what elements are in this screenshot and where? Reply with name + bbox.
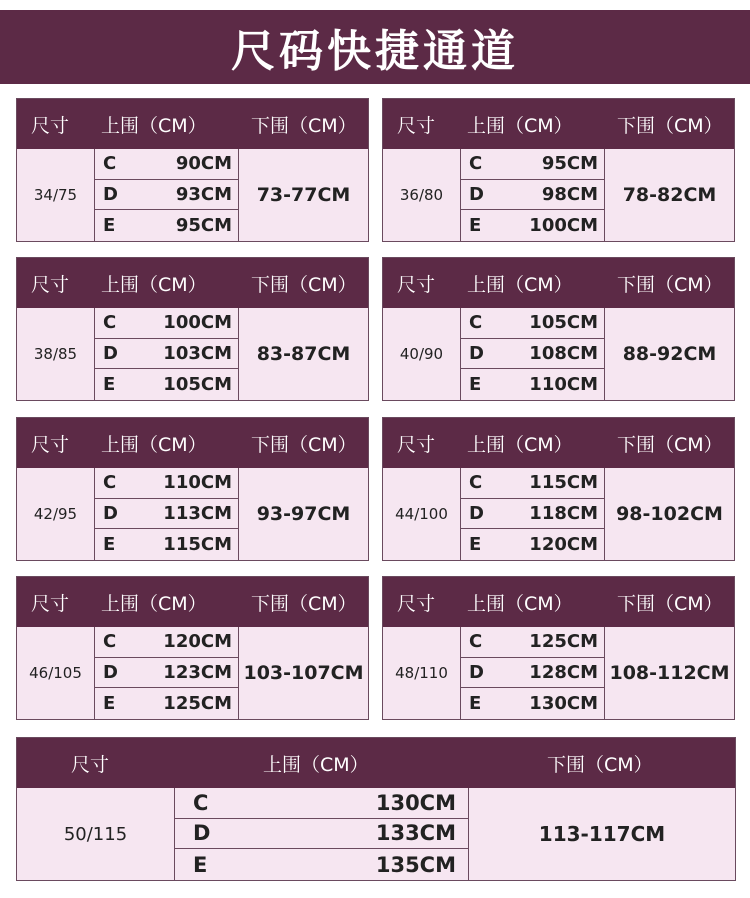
- header-size-label: 尺寸: [31, 433, 70, 456]
- cup-letter: D: [103, 342, 118, 364]
- underbust-value: 113-117CM: [538, 822, 666, 846]
- bust-value: 113CM: [163, 502, 232, 524]
- size-value: 48/110: [383, 627, 461, 719]
- cup-list: [95, 308, 239, 400]
- size-card: [16, 737, 736, 881]
- header-under-label: 下围（CM）: [251, 114, 357, 137]
- bust-value: 133CM: [375, 821, 456, 846]
- cup-letter: C: [469, 312, 483, 334]
- header-under-label: 下围（CM）: [617, 433, 723, 456]
- card-body: [383, 627, 734, 719]
- cup-letter: C: [469, 153, 483, 175]
- header-under-label: 下围（CM）: [251, 433, 357, 456]
- bust-value: 115CM: [163, 534, 232, 556]
- bust-value: 90CM: [175, 153, 232, 175]
- underbust-value: 103-107CM: [243, 662, 364, 684]
- header-size-label: 尺寸: [397, 273, 436, 296]
- size-card: [382, 576, 735, 720]
- cup-letter: E: [469, 374, 482, 396]
- cup-row: [461, 658, 604, 689]
- cup-letter: D: [469, 342, 484, 364]
- bust-value: 108CM: [529, 342, 598, 364]
- card-header: [17, 99, 368, 149]
- size-value: 44/100: [383, 468, 461, 560]
- cup-row: [95, 529, 238, 560]
- bust-value: 125CM: [529, 631, 598, 653]
- size-value: 46/105: [17, 627, 95, 719]
- card-body: [17, 149, 368, 241]
- cup-letter: C: [103, 312, 117, 334]
- card-body: [17, 308, 368, 400]
- underbust-value: 78-82CM: [622, 184, 717, 206]
- cup-list: [461, 149, 605, 241]
- bust-value: 103CM: [163, 342, 232, 364]
- underbust-value: 108-112CM: [609, 662, 730, 684]
- size-card: [16, 576, 369, 720]
- cup-row: [175, 819, 468, 850]
- card-body: [383, 149, 734, 241]
- cup-letter: D: [469, 183, 484, 205]
- card-header: [383, 577, 734, 627]
- cup-letter: D: [103, 183, 118, 205]
- cup-letter: D: [103, 502, 118, 524]
- cup-row: [95, 210, 238, 241]
- size-value: 36/80: [383, 149, 461, 241]
- underbust-value: 73-77CM: [256, 184, 351, 206]
- header-under-label: 下围（CM）: [251, 273, 357, 296]
- card-header: [17, 577, 368, 627]
- header-size-label: 尺寸: [31, 592, 70, 615]
- size-card: [382, 417, 735, 561]
- card-body: [17, 468, 368, 560]
- header-bust-label: 上围（CM）: [467, 273, 573, 296]
- cup-list: [461, 627, 605, 719]
- cup-row: [461, 149, 604, 180]
- bust-value: 120CM: [529, 534, 598, 556]
- bust-value: 110CM: [529, 374, 598, 396]
- bust-value: 125CM: [163, 693, 232, 715]
- size-value: 42/95: [17, 468, 95, 560]
- cup-row: [461, 210, 604, 241]
- bust-value: 105CM: [163, 374, 232, 396]
- card-header: [383, 418, 734, 468]
- header-size-label: 尺寸: [31, 114, 70, 137]
- bust-value: 128CM: [529, 661, 598, 683]
- header-under-label: 下围（CM）: [617, 114, 723, 137]
- cup-letter: C: [103, 472, 117, 494]
- cup-row: [95, 339, 238, 370]
- bust-value: 95CM: [541, 153, 598, 175]
- cup-row: [461, 499, 604, 530]
- bust-value: 100CM: [529, 215, 598, 237]
- cup-row: [461, 339, 604, 370]
- cup-row: [95, 308, 238, 339]
- bust-value: 123CM: [163, 661, 232, 683]
- header-bust-label: 上围（CM）: [263, 753, 369, 776]
- cup-letter: E: [469, 215, 482, 237]
- cup-row: [461, 468, 604, 499]
- title-banner: [0, 10, 750, 84]
- bust-value: 105CM: [529, 312, 598, 334]
- underbust-value: 98-102CM: [616, 503, 723, 525]
- cup-row: [95, 658, 238, 689]
- bust-value: 93CM: [175, 183, 232, 205]
- cup-letter: E: [103, 215, 116, 237]
- card-header: [383, 258, 734, 308]
- underbust-value: 93-97CM: [256, 503, 351, 525]
- header-bust-label: 上围（CM）: [467, 114, 573, 137]
- cup-row: [461, 180, 604, 211]
- cup-letter: E: [193, 852, 208, 877]
- cup-letter: E: [469, 693, 482, 715]
- bust-value: 120CM: [163, 631, 232, 653]
- size-card: [16, 98, 369, 242]
- cup-row: [461, 308, 604, 339]
- cup-list: [95, 627, 239, 719]
- underbust-value: 83-87CM: [256, 343, 351, 365]
- bust-value: 130CM: [375, 790, 456, 815]
- cup-letter: D: [193, 821, 211, 846]
- page-title: 尺码快捷通道: [231, 26, 519, 77]
- card-body: [17, 788, 735, 880]
- card-header: [17, 418, 368, 468]
- cup-letter: C: [103, 153, 117, 175]
- header-bust-label: 上围（CM）: [101, 273, 207, 296]
- header-under-label: 下围（CM）: [547, 753, 653, 776]
- cup-row: [95, 369, 238, 400]
- header-size-label: 尺寸: [71, 753, 110, 776]
- cup-letter: E: [103, 534, 116, 556]
- bust-value: 118CM: [529, 502, 598, 524]
- cup-letter: E: [103, 693, 116, 715]
- bust-value: 135CM: [375, 852, 456, 877]
- cup-letter: D: [103, 661, 118, 683]
- card-body: [383, 308, 734, 400]
- bust-value: 95CM: [175, 215, 232, 237]
- cup-list: [95, 149, 239, 241]
- underbust-value: 88-92CM: [622, 343, 717, 365]
- card-body: [17, 627, 368, 719]
- header-bust-label: 上围（CM）: [101, 592, 207, 615]
- cup-letter: D: [469, 502, 484, 524]
- cup-list: [461, 308, 605, 400]
- size-card: [382, 98, 735, 242]
- size-value: 38/85: [17, 308, 95, 400]
- header-bust-label: 上围（CM）: [101, 114, 207, 137]
- card-body: [383, 468, 734, 560]
- size-card: [382, 257, 735, 401]
- bust-value: 110CM: [163, 472, 232, 494]
- cup-row: [461, 627, 604, 658]
- header-size-label: 尺寸: [397, 114, 436, 137]
- cup-row: [175, 849, 468, 880]
- header-size-label: 尺寸: [397, 592, 436, 615]
- size-value: 50/115: [17, 788, 175, 880]
- cup-list: [461, 468, 605, 560]
- card-header: [17, 738, 735, 788]
- cup-row: [95, 627, 238, 658]
- header-under-label: 下围（CM）: [251, 592, 357, 615]
- cup-letter: C: [469, 631, 483, 653]
- cup-letter: E: [103, 374, 116, 396]
- bust-value: 100CM: [163, 312, 232, 334]
- cup-letter: C: [469, 472, 483, 494]
- header-under-label: 下围（CM）: [617, 273, 723, 296]
- size-value: 40/90: [383, 308, 461, 400]
- card-header: [383, 99, 734, 149]
- header-bust-label: 上围（CM）: [467, 592, 573, 615]
- cup-row: [461, 529, 604, 560]
- bust-value: 115CM: [529, 472, 598, 494]
- header-bust-label: 上围（CM）: [101, 433, 207, 456]
- cup-row: [461, 369, 604, 400]
- header-under-label: 下围（CM）: [617, 592, 723, 615]
- cup-letter: C: [103, 631, 117, 653]
- size-card: [16, 257, 369, 401]
- cup-list: [175, 788, 469, 880]
- header-size-label: 尺寸: [397, 433, 436, 456]
- cup-row: [95, 688, 238, 719]
- size-value: 34/75: [17, 149, 95, 241]
- cup-letter: C: [193, 790, 209, 815]
- card-header: [17, 258, 368, 308]
- cup-letter: D: [469, 661, 484, 683]
- header-size-label: 尺寸: [31, 273, 70, 296]
- bust-value: 130CM: [529, 693, 598, 715]
- cup-list: [95, 468, 239, 560]
- size-card: [16, 417, 369, 561]
- cup-letter: E: [469, 534, 482, 556]
- cup-row: [95, 468, 238, 499]
- cup-row: [95, 149, 238, 180]
- cup-row: [461, 688, 604, 719]
- cup-row: [95, 499, 238, 530]
- cup-row: [95, 180, 238, 211]
- bust-value: 98CM: [541, 183, 598, 205]
- cup-row: [175, 788, 468, 819]
- header-bust-label: 上围（CM）: [467, 433, 573, 456]
